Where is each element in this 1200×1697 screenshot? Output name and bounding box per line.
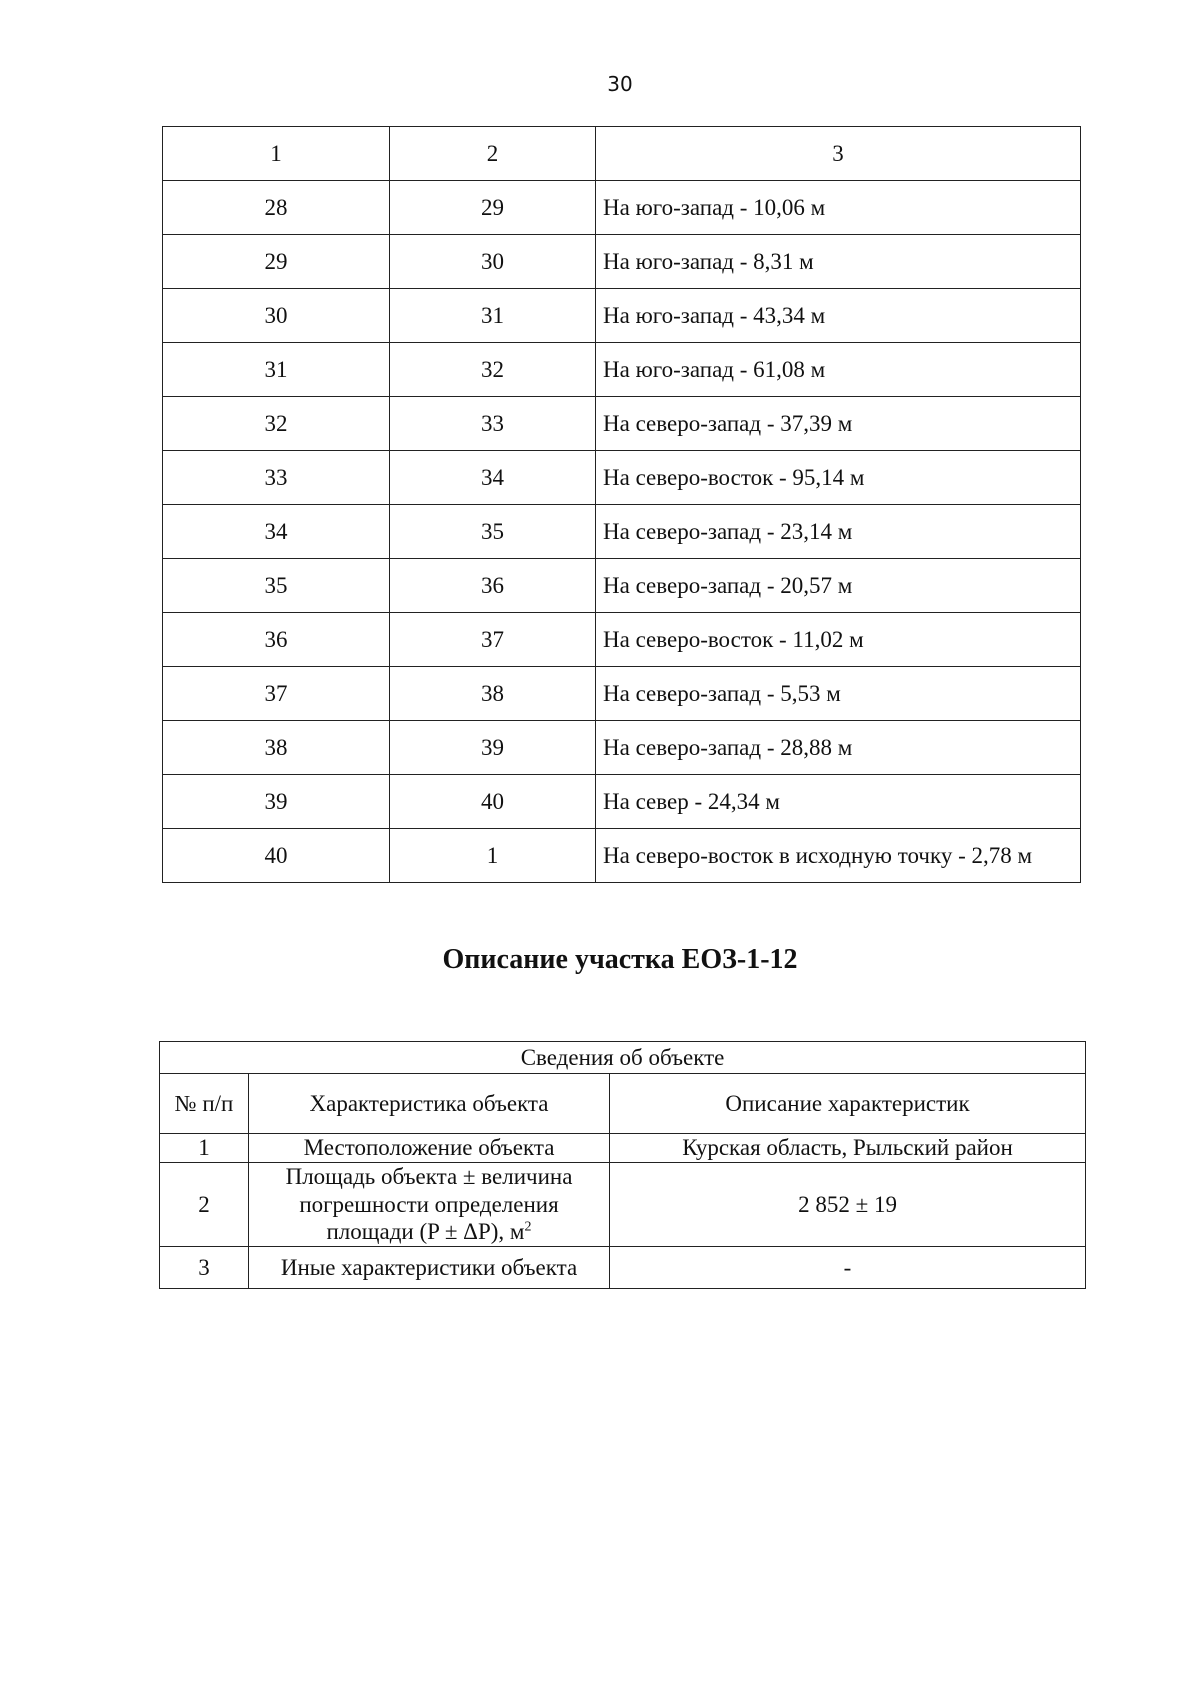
point-to-cell: 33 xyxy=(390,397,596,451)
section-title: Описание участка ЕОЗ-1-12 xyxy=(442,944,798,975)
direction-cell: На юго-запад - 61,08 м xyxy=(596,343,1081,397)
point-to-cell: 1 xyxy=(390,829,596,883)
info-row-characteristic: Иные характеристики объекта xyxy=(249,1247,610,1289)
point-to-cell: 34 xyxy=(390,451,596,505)
direction-cell: На северо-запад - 20,57 м xyxy=(596,559,1081,613)
point-from-cell: 38 xyxy=(163,721,390,775)
unit-superscript: 2 xyxy=(524,1219,532,1235)
info-header-num: № п/п xyxy=(160,1074,249,1134)
point-from-cell: 40 xyxy=(163,829,390,883)
characteristic-line: Площадь объекта ± величина xyxy=(285,1164,573,1190)
direction-cell: На северо-запад - 23,14 м xyxy=(596,505,1081,559)
direction-cell: На северо-запад - 37,39 м xyxy=(596,397,1081,451)
point-from-cell: 31 xyxy=(163,343,390,397)
direction-cell: На северо-запад - 28,88 м xyxy=(596,721,1081,775)
info-header-characteristic: Характеристика объекта xyxy=(249,1074,610,1134)
direction-cell: На северо-восток - 11,02 м xyxy=(596,613,1081,667)
point-to-cell: 29 xyxy=(390,181,596,235)
header-cell-3: 3 xyxy=(596,127,1081,181)
info-row xyxy=(160,1163,1086,1247)
info-row-num: 1 xyxy=(160,1134,249,1163)
info-row xyxy=(160,1134,1086,1163)
header-cell-1: 1 xyxy=(163,127,390,181)
point-from-cell: 29 xyxy=(163,235,390,289)
direction-cell: На северо-восток в исходную точку - 2,78 м xyxy=(596,829,1081,883)
boundary-row xyxy=(163,343,1081,397)
boundary-row xyxy=(163,829,1081,883)
boundary-row xyxy=(163,559,1081,613)
info-row-characteristic xyxy=(249,1163,610,1247)
point-to-cell: 32 xyxy=(390,343,596,397)
boundary-row xyxy=(163,235,1081,289)
info-caption-row xyxy=(160,1042,1086,1074)
direction-cell: На юго-запад - 8,31 м xyxy=(596,235,1081,289)
page-number: 30 xyxy=(607,72,633,96)
point-from-cell: 36 xyxy=(163,613,390,667)
boundary-row xyxy=(163,181,1081,235)
info-row-num: 3 xyxy=(160,1247,249,1289)
info-row-num: 2 xyxy=(160,1163,249,1247)
info-row-characteristic: Местоположение объекта xyxy=(249,1134,610,1163)
boundary-row xyxy=(163,667,1081,721)
point-from-cell: 30 xyxy=(163,289,390,343)
header-cell-2: 2 xyxy=(390,127,596,181)
point-to-cell: 30 xyxy=(390,235,596,289)
point-to-cell: 40 xyxy=(390,775,596,829)
boundary-row xyxy=(163,721,1081,775)
point-to-cell: 39 xyxy=(390,721,596,775)
point-from-cell: 39 xyxy=(163,775,390,829)
point-from-cell: 37 xyxy=(163,667,390,721)
info-row-value: - xyxy=(610,1247,1086,1289)
point-from-cell: 33 xyxy=(163,451,390,505)
point-to-cell: 38 xyxy=(390,667,596,721)
point-to-cell: 31 xyxy=(390,289,596,343)
info-header-row xyxy=(160,1074,1086,1134)
direction-cell: На северо-запад - 5,53 м xyxy=(596,667,1081,721)
characteristic-line-text: площади (P ± ΔP), м xyxy=(326,1219,525,1245)
boundary-table xyxy=(162,126,1081,883)
info-row xyxy=(160,1247,1086,1289)
direction-cell: На северо-восток - 95,14 м xyxy=(596,451,1081,505)
direction-cell: На север - 24,34 м xyxy=(596,775,1081,829)
point-from-cell: 28 xyxy=(163,181,390,235)
point-to-cell: 36 xyxy=(390,559,596,613)
point-from-cell: 34 xyxy=(163,505,390,559)
point-to-cell: 35 xyxy=(390,505,596,559)
point-to-cell: 37 xyxy=(390,613,596,667)
info-header-description: Описание характеристик xyxy=(610,1074,1086,1134)
boundary-row xyxy=(163,397,1081,451)
point-from-cell: 35 xyxy=(163,559,390,613)
characteristic-line: погрешности определения xyxy=(299,1191,559,1217)
boundary-row xyxy=(163,775,1081,829)
boundary-row xyxy=(163,613,1081,667)
direction-cell: На юго-запад - 10,06 м xyxy=(596,181,1081,235)
point-from-cell: 32 xyxy=(163,397,390,451)
boundary-row xyxy=(163,289,1081,343)
boundary-header-row xyxy=(163,127,1081,181)
boundary-row xyxy=(163,451,1081,505)
info-table xyxy=(159,1041,1086,1289)
boundary-row xyxy=(163,505,1081,559)
info-caption: Сведения об объекте xyxy=(160,1042,1086,1074)
characteristic-line xyxy=(253,1218,605,1246)
info-row-value: 2 852 ± 19 xyxy=(610,1163,1086,1247)
direction-cell: На юго-запад - 43,34 м xyxy=(596,289,1081,343)
info-row-value: Курская область, Рыльский район xyxy=(610,1134,1086,1163)
